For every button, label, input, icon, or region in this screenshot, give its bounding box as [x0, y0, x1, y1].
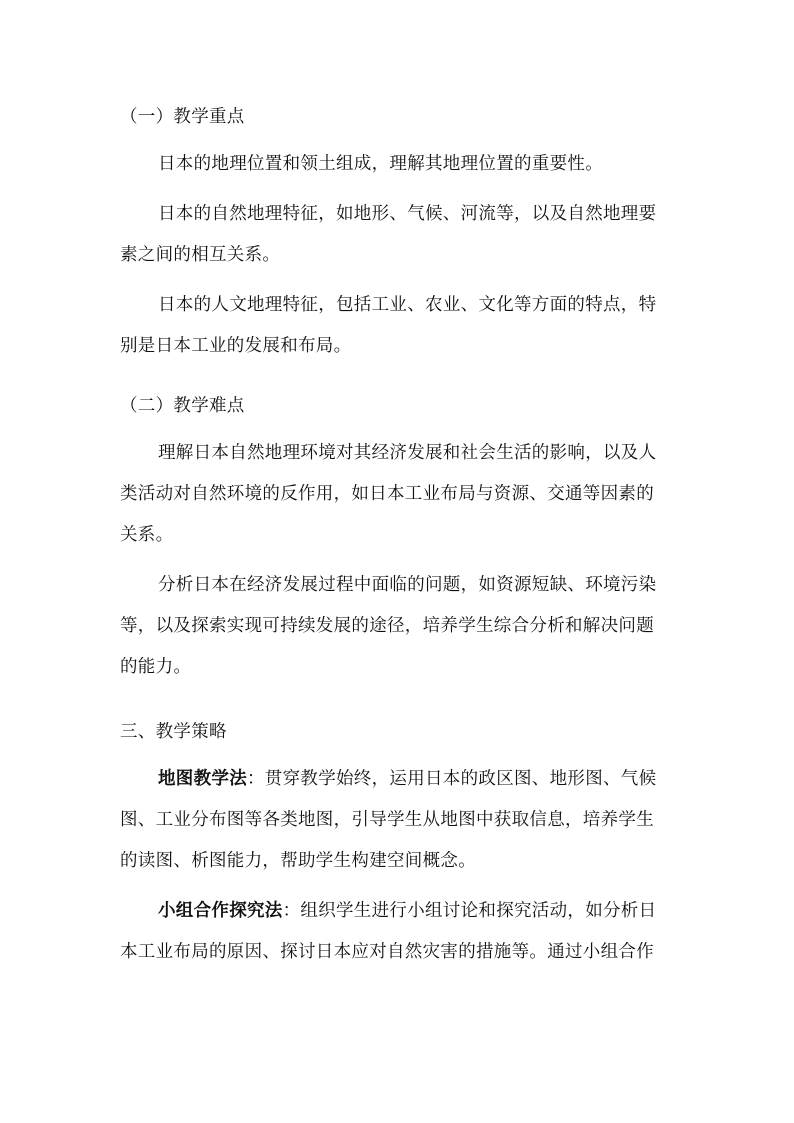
paragraph-line: 理解日本自然地理环境对其经济发展和社会生活的影响，以及人 [158, 443, 657, 463]
paragraph-line: 图、工业分布图等各类地图，引导学生从地图中获取信息，培养学生 [120, 810, 654, 830]
paragraph-line: 类活动对自然环境的反作用，如日本工业布局与资源、交通等因素的 [120, 484, 654, 504]
paragraph-line: 日本的自然地理特征，如地形、气候、河流等，以及自然地理要 [158, 204, 657, 224]
paragraph-line: 本工业布局的原因、探讨日本应对自然灾害的措施等。通过小组合作 [120, 942, 654, 962]
strategy-first-line [158, 900, 680, 922]
paragraph-line: 日本的人文地理特征，包括工业、农业、文化等方面的特点，特 [158, 295, 657, 315]
paragraph-line: 关系。 [120, 525, 174, 545]
paragraph-line: 等，以及探索实现可持续发展的途径，培养学生综合分析和解决问题 [120, 616, 654, 636]
section-heading-difficulties: （二）教学难点 [120, 396, 245, 416]
strategy-text: ：组织学生进行小组讨论和探究活动，如分析日 [282, 901, 657, 921]
paragraph-line: 日本的地理位置和领土组成，理解其地理位置的重要性。 [158, 154, 603, 174]
strategy-text: ：贯穿教学始终，运用日本的政区图、地形图、气候 [247, 769, 657, 789]
paragraph-line: 别是日本工业的发展和布局。 [120, 336, 352, 356]
paragraph-line: 的读图、析图能力，帮助学生构建空间概念。 [120, 851, 476, 871]
strategy-term-group: 小组合作探究法 [158, 901, 283, 921]
paragraph-line: 分析日本在经济发展过程中面临的问题，如资源短缺、环境污染 [158, 575, 657, 595]
strategy-term-map: 地图教学法 [158, 769, 247, 789]
strategy-first-line [158, 768, 680, 790]
section-heading-strategies: 三、教学策略 [120, 722, 227, 742]
paragraph-line: 素之间的相互关系。 [120, 245, 281, 265]
paragraph-line: 的能力。 [120, 657, 192, 677]
section-heading-key-points: （一）教学重点 [120, 107, 245, 127]
